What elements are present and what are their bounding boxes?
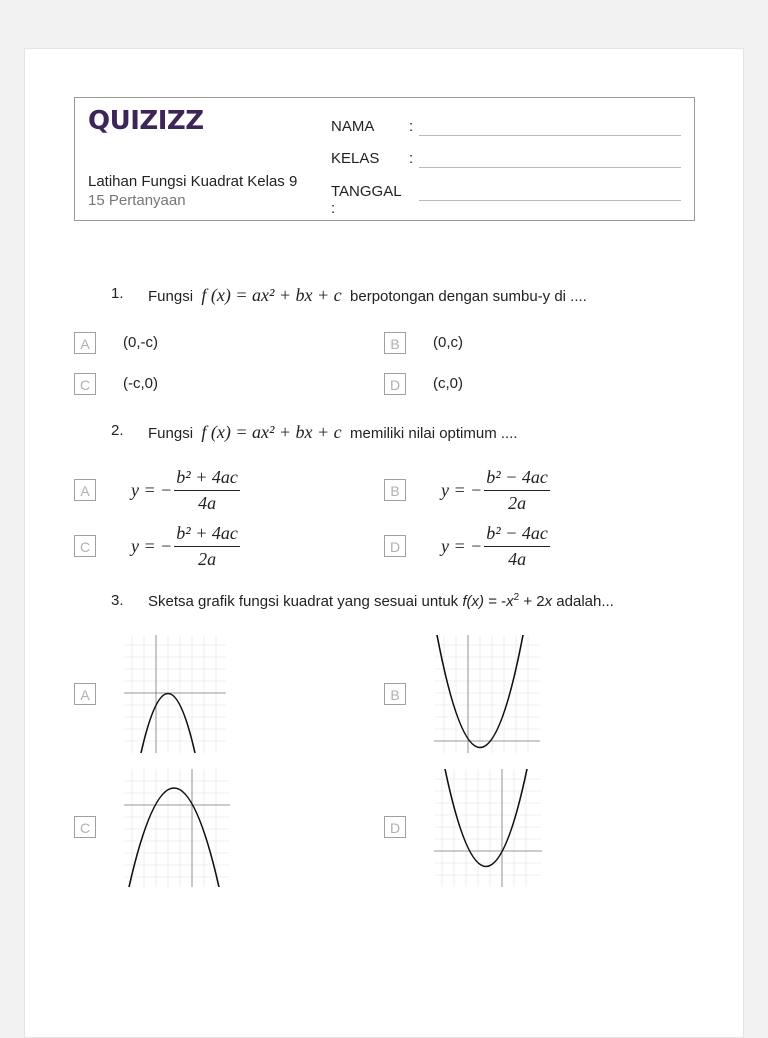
option-a-text: (0,-c) — [123, 334, 158, 351]
name-label: NAMA — [331, 118, 375, 135]
question-number: 3. — [111, 592, 124, 609]
worksheet-header — [74, 97, 695, 221]
date-line — [419, 200, 681, 201]
date-field[interactable] — [331, 183, 409, 217]
name-field[interactable] — [331, 118, 414, 135]
option-c-box[interactable]: C — [74, 373, 96, 395]
question-number: 1. — [111, 285, 124, 302]
option-d-formula: y = − $\frac{\text{b² − 4ac}}{4a}$ — [441, 523, 548, 569]
graph-option-c — [124, 769, 230, 887]
worksheet-page: QUIZIZZ Latihan Fungsi Kuadrat Kelas 9 15 Pertanyaan NAMA : KELAS : TANGGAL : 1. Fungsi f (x) = ax² + bx + c berpotongan dengan sumbu-y di .... A (0,-c) B (0,c) C (-c,0) D (c,0) 2. Fungsi f (x) = ax² + bx + c memiliki nilai optimum .... A y = − $\frac{\text{b² + 4ac}}{4a}$ B y = − $\frac{\text{b² − 4ac}}{2a}$ C y = − $\frac{\text{b² + 4ac}}{2a}$ D y = − $\frac{\text{b² − 4ac}}{4a}$ 3. Sketsa grafik fungsi kuadrat yang sesuai untuk $f(x) = -x^2 + 2x$ adalah... A B C D — [24, 48, 744, 1038]
option-a-formula: y = − $\frac{\text{b² + 4ac}}{4a}$ — [131, 467, 238, 513]
date-label: TANGGAL : — [331, 183, 402, 217]
name-colon: : — [409, 118, 414, 135]
class-colon: : — [409, 150, 414, 167]
class-label: KELAS — [331, 150, 380, 167]
question-number: 2. — [111, 422, 124, 439]
option-d-box[interactable]: D — [384, 816, 406, 838]
question-text: memiliki nilai optimum .... — [350, 425, 518, 442]
name-line — [419, 135, 681, 136]
option-c-box[interactable]: C — [74, 535, 96, 557]
graph-option-a — [124, 635, 226, 753]
option-a-box[interactable]: A — [74, 479, 96, 501]
question-text: Fungsi — [148, 425, 194, 442]
quizizz-logo: QUIZIZZ — [88, 106, 204, 136]
class-line — [419, 167, 681, 168]
option-c-text: (-c,0) — [123, 375, 158, 392]
option-a-box[interactable]: A — [74, 683, 96, 705]
question-text: berpotongan dengan sumbu-y di .... — [350, 288, 587, 305]
question-formula: f (x) = ax² + bx + c — [201, 285, 342, 305]
question-count: 15 Pertanyaan — [88, 192, 186, 209]
option-d-text: (c,0) — [433, 375, 463, 392]
quiz-title: Latihan Fungsi Kuadrat Kelas 9 — [88, 173, 298, 190]
option-b-formula: y = − $\frac{\text{b² − 4ac}}{2a}$ — [441, 467, 548, 513]
graph-option-d — [434, 769, 542, 887]
option-c-box[interactable]: C — [74, 816, 96, 838]
option-a-box[interactable]: A — [74, 332, 96, 354]
question-text: Fungsi — [148, 288, 194, 305]
option-d-box[interactable]: D — [384, 535, 406, 557]
option-b-box[interactable]: B — [384, 683, 406, 705]
option-c-formula: y = − $\frac{\text{b² + 4ac}}{2a}$ — [131, 523, 238, 569]
class-field[interactable] — [331, 150, 414, 167]
option-b-box[interactable]: B — [384, 479, 406, 501]
graph-option-b — [434, 635, 540, 753]
option-d-box[interactable]: D — [384, 373, 406, 395]
question-formula: f (x) = ax² + bx + c — [201, 422, 342, 442]
option-b-text: (0,c) — [433, 334, 463, 351]
option-b-box[interactable]: B — [384, 332, 406, 354]
